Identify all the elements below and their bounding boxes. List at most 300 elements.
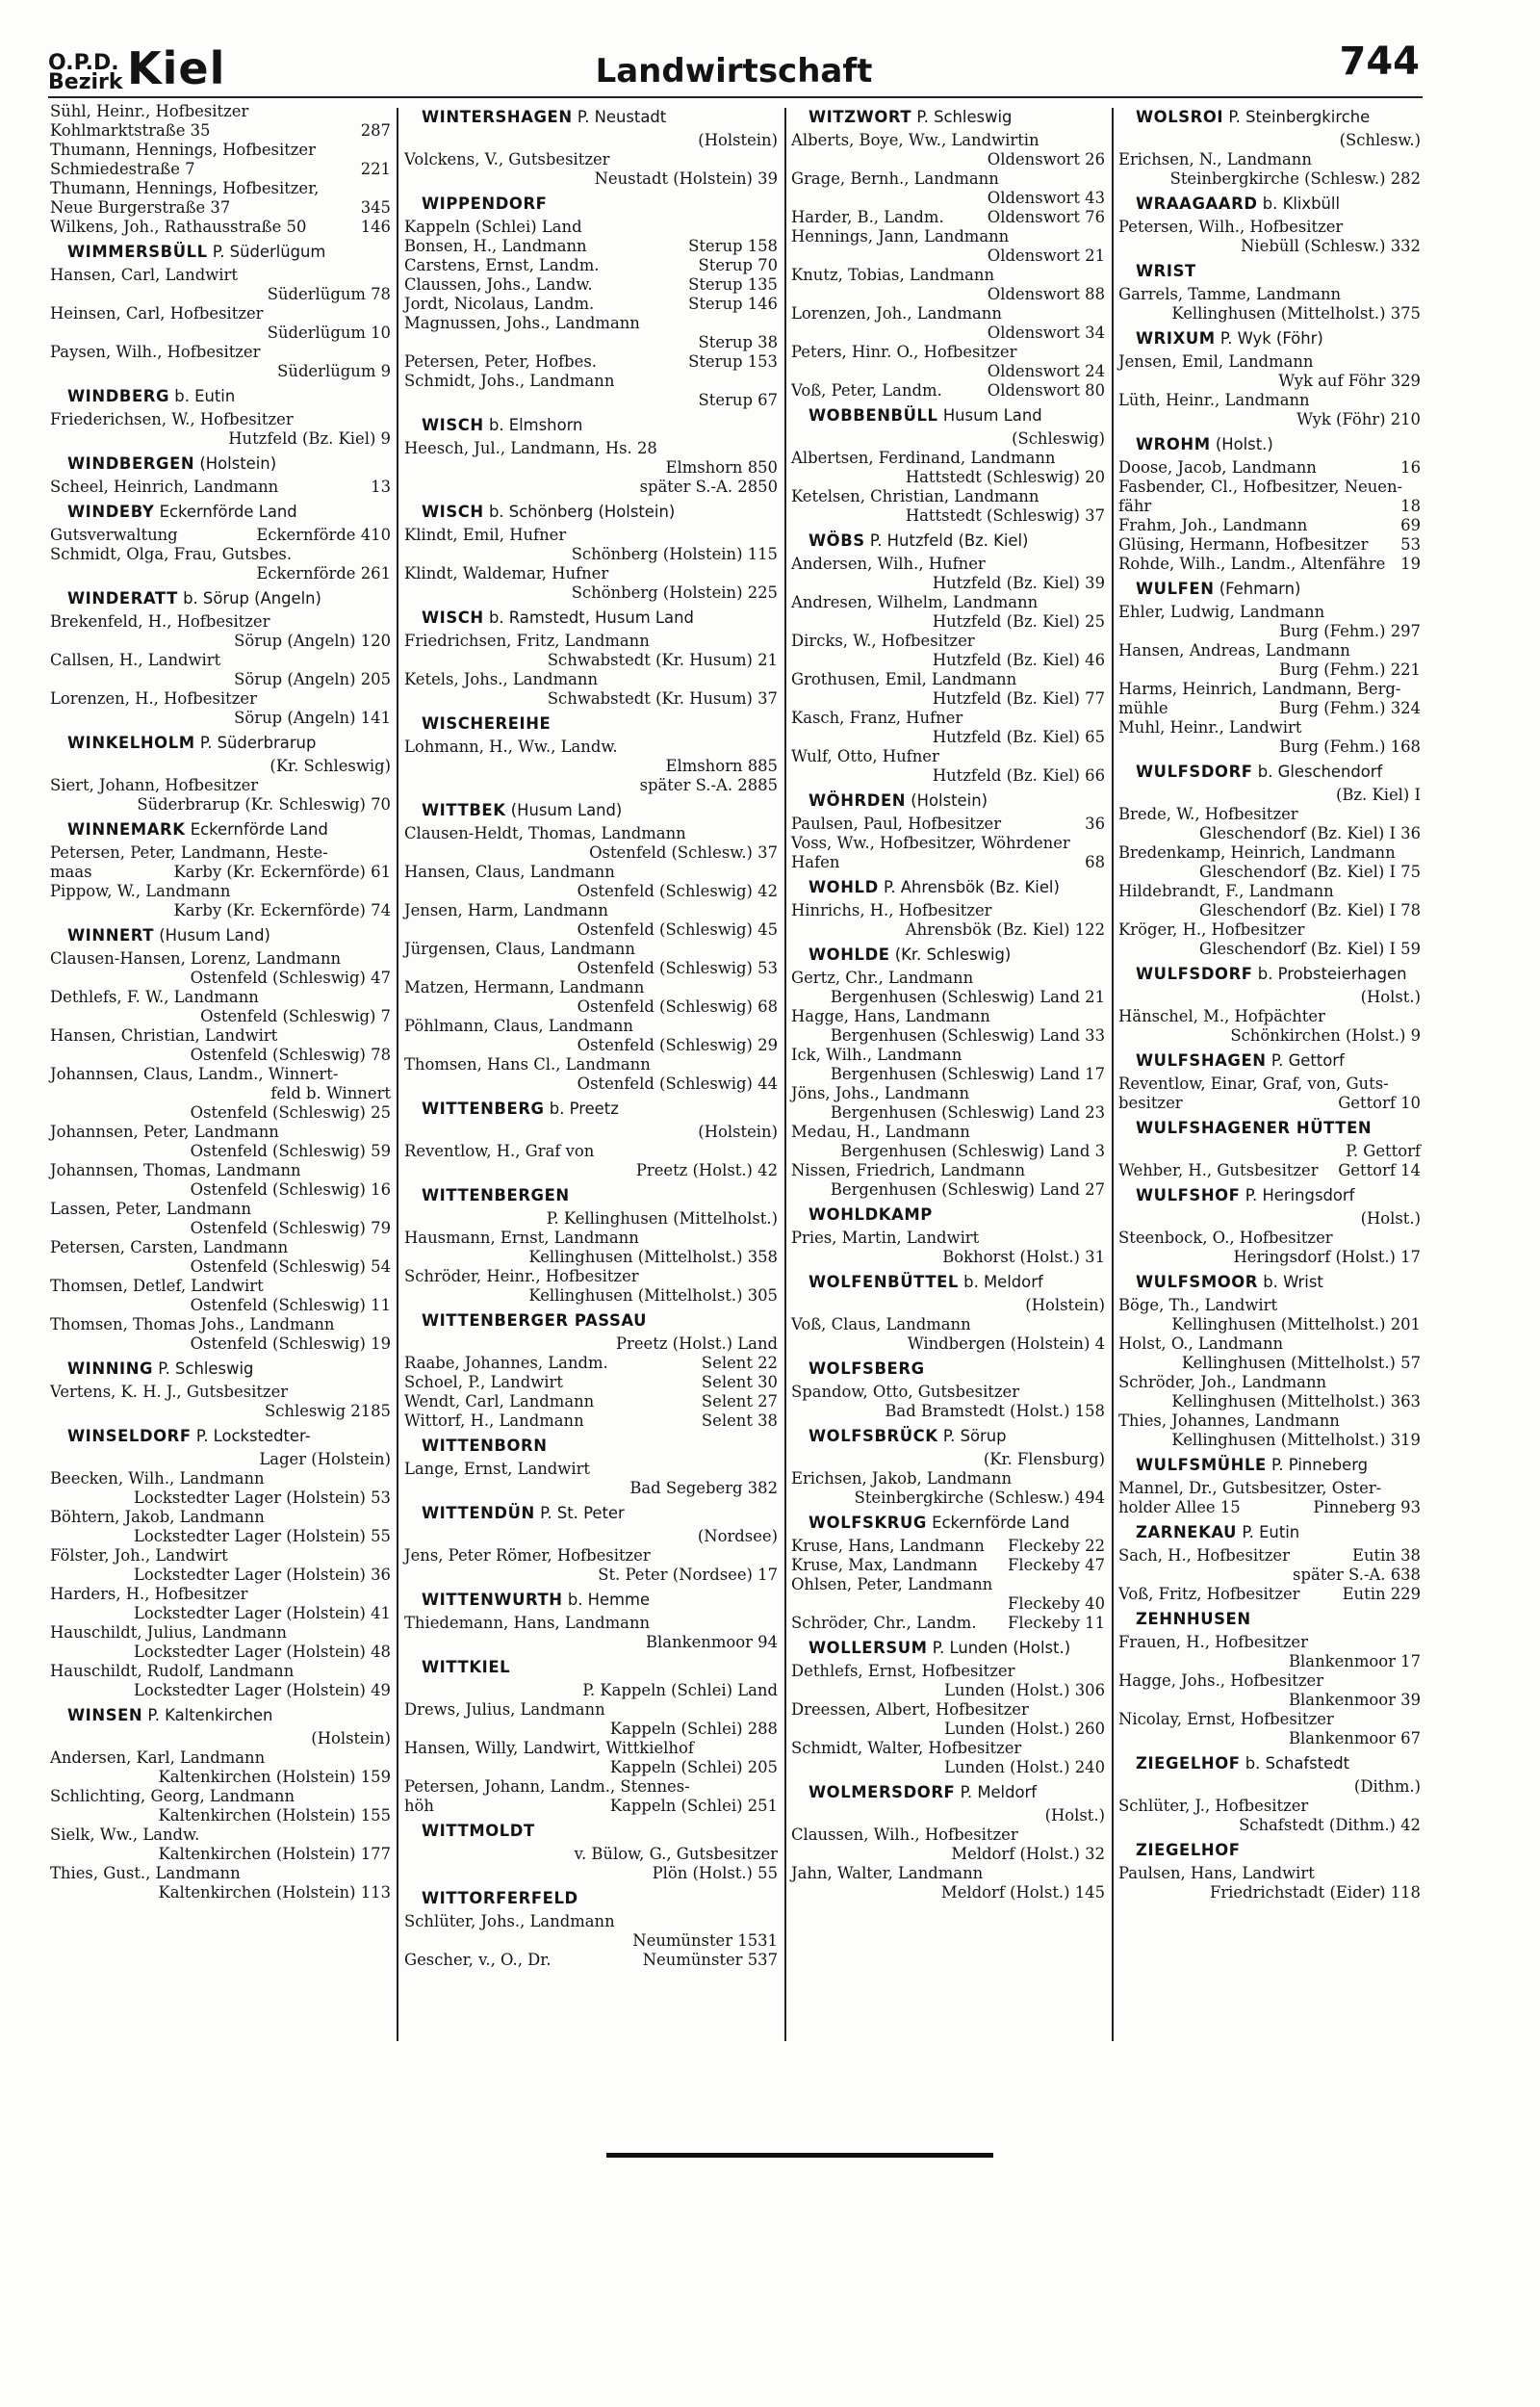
entry-line: Hansen, Christian, Landwirt xyxy=(50,1026,278,1045)
entry-line: Hänschel, M., Hofpächter xyxy=(1118,1007,1325,1025)
entry-number: 36 xyxy=(1085,815,1105,833)
place-subtitle-cont: P. Gettorf xyxy=(1346,1142,1421,1160)
entry-line: Wulf, Otto, Hufner xyxy=(791,747,939,765)
place-subtitle: b. Hemme xyxy=(562,1591,651,1609)
place-heading xyxy=(50,454,391,474)
entry-line: Sühl, Heinr., Hofbesitzer xyxy=(50,102,249,120)
place-section xyxy=(791,1783,1105,1902)
entry-line: Heesch, Jul., Landmann, Hs. 28 xyxy=(404,439,657,457)
entry-text: Doose, Jacob, Landmann xyxy=(1118,458,1317,477)
place-subtitle: P. Süderlügum xyxy=(207,243,326,261)
entry-line xyxy=(404,1392,778,1411)
entry-line: Voß, Claus, Landmann xyxy=(791,1315,971,1333)
entry-line: Hansen, Willy, Landwirt, Wittkielhof xyxy=(404,1739,694,1757)
place-heading xyxy=(1118,329,1421,349)
place-heading xyxy=(791,1359,1105,1379)
entry-line: Hagge, Johs., Hofbesitzer xyxy=(1118,1671,1324,1690)
entry-text: höh xyxy=(404,1797,434,1815)
entry-line: Petersen, Johann, Landm., Stennes- xyxy=(404,1777,690,1796)
entry-line: Hauschildt, Julius, Landmann xyxy=(50,1623,287,1642)
place-subtitle: b. Wrist xyxy=(1258,1273,1323,1291)
place-section xyxy=(1118,1523,1421,1604)
entry-line: Erichsen, N., Landmann xyxy=(1118,150,1312,168)
place-name: WOLFENBÜTTEL xyxy=(808,1273,959,1291)
entry-number: Karby (Kr. Eckernförde) 61 xyxy=(173,863,391,881)
entry-line: Peters, Hinr. O., Hofbesitzer xyxy=(791,343,1017,361)
place-section xyxy=(1118,965,1421,1046)
place-name: WOLFSBERG xyxy=(808,1359,925,1378)
entry-text: Gescher, v., O., Dr. xyxy=(404,1951,552,1969)
place-subtitle-cont: P. Kellinghusen (Mittelholst.) xyxy=(546,1209,778,1228)
place-subtitle: P. Schleswig xyxy=(911,108,1013,126)
district-name: Kiel xyxy=(127,42,226,94)
entry-text: Paulsen, Paul, Hofbesitzer xyxy=(791,815,1002,833)
place-subtitle: P. Neustadt xyxy=(572,108,667,126)
column-divider xyxy=(784,108,786,2041)
entry-line: Lockstedter Lager (Holstein) 36 xyxy=(133,1566,391,1584)
column-2 xyxy=(404,102,778,1970)
place-heading xyxy=(404,194,778,214)
entry-line: Süderbrarup (Kr. Schleswig) 70 xyxy=(137,795,391,814)
entry-text: Kruse, Max, Landmann xyxy=(791,1556,978,1574)
entry-line: Gleschendorf (Bz. Kiel) I 78 xyxy=(1199,901,1421,919)
place-subtitle-cont: (Holstein) xyxy=(698,131,778,149)
place-section xyxy=(1118,435,1421,574)
entry-line: Kaltenkirchen (Holstein) 159 xyxy=(158,1768,391,1786)
entry-line: Voss, Ww., Hofbesitzer, Wöhrdener xyxy=(791,834,1070,852)
entry-text: Frahm, Joh., Landmann xyxy=(1118,516,1308,534)
place-heading xyxy=(791,108,1105,127)
entry-line: Paysen, Wilh., Hofbesitzer xyxy=(50,343,261,361)
place-section xyxy=(791,531,1105,786)
entry-line: Petersen, Carsten, Landmann xyxy=(50,1238,289,1256)
entry-line: Thomsen, Hans Cl., Landmann xyxy=(404,1055,651,1074)
entry-line: Holst, O., Landmann xyxy=(1118,1334,1284,1353)
entry-line: Dethlefs, Ernst, Hofbesitzer xyxy=(791,1662,1015,1680)
place-name: WISCH xyxy=(422,416,484,434)
place-section xyxy=(404,108,778,189)
entry-line: Hutzfeld (Bz. Kiel) 39 xyxy=(932,574,1105,592)
entry-text: Jordt, Nicolaus, Landm. xyxy=(404,295,595,313)
entry-line: Friedrichsen, Fritz, Landmann xyxy=(404,632,650,650)
place-heading xyxy=(791,531,1105,551)
entry-number: Selent 27 xyxy=(701,1392,778,1411)
entry-line: Schmidt, Olga, Frau, Gutsbes. xyxy=(50,545,293,563)
place-name: WINDERATT xyxy=(67,589,178,608)
place-section xyxy=(791,1273,1105,1354)
place-heading xyxy=(1118,1841,1421,1860)
entry-line: Plön (Holst.) 55 xyxy=(652,1864,778,1882)
place-subtitle-cont: (Schlesw.) xyxy=(1339,131,1421,149)
entry-line: Bergenhusen (Schleswig) Land 21 xyxy=(830,988,1105,1006)
entry-number: Sterup 70 xyxy=(698,256,778,274)
place-heading xyxy=(1118,194,1421,214)
place-name: ZIEGELHOF xyxy=(1136,1754,1241,1773)
entry-line: Elmshorn 850 xyxy=(665,458,778,477)
place-section xyxy=(1118,1610,1421,1748)
place-name: WULFEN xyxy=(1136,580,1215,598)
place-section xyxy=(404,1436,778,1498)
place-section xyxy=(404,1186,778,1306)
place-subtitle-cont: (Holstein) xyxy=(311,1729,391,1747)
entry-line xyxy=(1118,497,1421,516)
entry-line: Jens, Peter Römer, Hofbesitzer xyxy=(404,1546,651,1565)
entry-text: Gutsverwaltung xyxy=(50,526,178,544)
entry-line: Ostenfeld (Schleswig) 11 xyxy=(190,1296,391,1314)
place-heading xyxy=(50,387,391,406)
place-subtitle: (Holst.) xyxy=(1210,435,1273,453)
entry-line: Volckens, V., Gutsbesitzer xyxy=(404,150,610,168)
entry-number: Kappeln (Schlei) 251 xyxy=(609,1797,778,1815)
entry-line: Bergenhusen (Schleswig) Land 27 xyxy=(830,1180,1105,1199)
place-heading xyxy=(50,820,391,840)
column-3 xyxy=(791,102,1105,1902)
entry-line: Lunden (Holst.) 240 xyxy=(944,1758,1105,1776)
entry-line: Kellinghusen (Mittelholst.) 375 xyxy=(1171,304,1421,323)
entry-line: Lockstedter Lager (Holstein) 48 xyxy=(133,1643,391,1661)
place-subtitle-cont: (Bz. Kiel) I xyxy=(1335,786,1421,804)
entry-line: Ostenfeld (Schleswig) 47 xyxy=(190,969,391,987)
entry-line: Erichsen, Jakob, Landmann xyxy=(791,1469,1013,1488)
entry-line: Ostenfeld (Schleswig) 78 xyxy=(190,1046,391,1064)
place-heading xyxy=(404,416,778,435)
place-heading xyxy=(1118,1051,1421,1071)
entry-line: Lockstedter Lager (Holstein) 49 xyxy=(133,1681,391,1699)
entry-line: Ostenfeld (Schleswig) 45 xyxy=(577,920,778,939)
place-name: WRAAGAARD xyxy=(1136,194,1258,213)
place-heading xyxy=(791,1783,1105,1802)
entry-line: Kellinghusen (Mittelholst.) 363 xyxy=(1171,1392,1421,1411)
entry-line: Jensen, Harm, Landmann xyxy=(404,901,608,919)
place-subtitle: P. Sörup xyxy=(937,1427,1007,1445)
entry-line: Claussen, Wilh., Hofbesitzer xyxy=(791,1825,1018,1844)
place-subtitle: b. Preetz xyxy=(544,1100,619,1118)
entry-line: Lange, Ernst, Landwirt xyxy=(404,1460,590,1478)
entry-line: Süderlügum 78 xyxy=(267,285,391,303)
entry-line: Schönkirchen (Holst.) 9 xyxy=(1230,1026,1421,1045)
entry-number: 69 xyxy=(1400,516,1421,534)
entry-line: Bergenhusen (Schleswig) Land 3 xyxy=(840,1142,1105,1160)
place-name: WULFSHAGENER HÜTTEN xyxy=(1136,1119,1373,1137)
entry-line xyxy=(791,208,1105,227)
entry-line: Kellinghusen (Mittelholst.) 57 xyxy=(1181,1354,1421,1372)
entry-line: Paulsen, Hans, Landwirt xyxy=(1118,1864,1315,1882)
place-heading xyxy=(1118,1273,1421,1292)
entry-line xyxy=(404,237,778,256)
entry-line: Schröder, Heinr., Hofbesitzer xyxy=(404,1267,639,1285)
place-subtitle: b. Schafstedt xyxy=(1240,1754,1350,1773)
entry-line xyxy=(1118,1585,1421,1604)
entry-line: Hennings, Jann, Landmann xyxy=(791,227,1010,246)
place-name: WITZWORT xyxy=(808,108,912,126)
entry-line: Brekenfeld, H., Hofbesitzer xyxy=(50,612,270,631)
entry-line: Blankenmoor 39 xyxy=(1289,1691,1421,1709)
entry-line xyxy=(404,256,778,275)
page-number: 744 xyxy=(1339,39,1420,84)
entry-line: Ketelsen, Christian, Landmann xyxy=(791,487,1040,505)
entry-line: Eckernförde 261 xyxy=(256,564,391,582)
place-subtitle: b. Probsteierhagen xyxy=(1252,965,1407,983)
place-name: WITTENDÜN xyxy=(422,1504,535,1522)
entry-line xyxy=(1118,458,1421,478)
entry-line: Harders, H., Hofbesitzer xyxy=(50,1585,248,1603)
entry-line: Lockstedter Lager (Holstein) 41 xyxy=(133,1604,391,1622)
place-name: WULFSMÜHLE xyxy=(1136,1456,1267,1474)
place-heading xyxy=(1118,262,1421,281)
entry-line xyxy=(791,815,1105,834)
entry-line: Sörup (Angeln) 205 xyxy=(234,670,391,688)
place-subtitle: (Holstein) xyxy=(906,791,988,810)
place-subtitle: P. Steinbergkirche xyxy=(1223,108,1371,126)
place-section xyxy=(791,108,1105,401)
place-subtitle: P. Hutzfeld (Bz. Kiel) xyxy=(864,531,1029,550)
place-section xyxy=(50,387,391,449)
place-name: WINTERSHAGEN xyxy=(422,108,573,126)
place-subtitle: b. Elmshorn xyxy=(483,416,583,434)
entry-number: 18 xyxy=(1400,497,1421,515)
entry-line: Gleschendorf (Bz. Kiel) I 59 xyxy=(1199,940,1421,958)
entry-line: Thomsen, Detlef, Landwirt xyxy=(50,1277,264,1295)
place-heading xyxy=(404,1591,778,1610)
place-section xyxy=(50,589,391,728)
entry-line: Bad Segeberg 382 xyxy=(629,1479,778,1497)
header-rule xyxy=(48,96,1423,98)
entry-number: Eutin 229 xyxy=(1342,1585,1421,1603)
place-subtitle: P. Pinneberg xyxy=(1266,1456,1369,1474)
place-section xyxy=(404,503,778,603)
place-section xyxy=(404,1591,778,1652)
place-heading xyxy=(791,1205,1105,1225)
entry-line: Ostenfeld (Schleswig) 54 xyxy=(190,1257,391,1276)
entry-text: Glüsing, Hermann, Hofbesitzer xyxy=(1118,535,1369,554)
entry-line: Süderlügum 10 xyxy=(267,324,391,342)
entry-line: Ostenfeld (Schlesw.) 37 xyxy=(589,843,778,862)
entry-line: Johannsen, Peter, Landmann xyxy=(50,1123,279,1141)
entry-line xyxy=(791,853,1105,872)
entry-number: Eckernförde 410 xyxy=(256,526,391,544)
entry-line xyxy=(404,295,778,314)
entry-line: Andresen, Wilhelm, Landmann xyxy=(791,593,1039,611)
entry-line: Thumann, Hennings, Hofbesitzer, xyxy=(50,179,320,197)
entry-line: Hutzfeld (Bz. Kiel) 46 xyxy=(932,651,1105,669)
entry-line: Albertsen, Ferdinand, Landmann xyxy=(791,449,1056,467)
entry-number: 13 xyxy=(371,478,391,496)
entry-line: Schmidt, Johs., Landmann xyxy=(404,372,615,390)
entry-line: Steinbergkirche (Schlesw.) 494 xyxy=(854,1488,1105,1507)
entry-number: Fleckeby 47 xyxy=(1008,1556,1105,1574)
place-name: ZIEGELHOF xyxy=(1136,1841,1241,1859)
entry-number: Oldenswort 80 xyxy=(987,381,1105,400)
place-subtitle: b. Klixbüll xyxy=(1257,194,1341,213)
place-subtitle-cont: P. Kappeln (Schlei) Land xyxy=(582,1681,778,1699)
place-heading xyxy=(1118,435,1421,454)
place-section xyxy=(1118,1841,1421,1902)
entry-line xyxy=(1118,535,1421,555)
place-name: WIMMERSBÜLL xyxy=(67,243,208,261)
entry-line: Thies, Johannes, Landmann xyxy=(1118,1411,1340,1430)
entry-line: Kasch, Franz, Hufner xyxy=(791,709,963,727)
place-name: WITTMOLDT xyxy=(422,1822,535,1840)
entry-line: Schleswig 2185 xyxy=(264,1402,391,1420)
entry-line: Ehler, Ludwig, Landmann xyxy=(1118,603,1325,621)
place-name: WINKELHOLM xyxy=(67,734,195,752)
place-section xyxy=(791,1359,1105,1421)
place-name: WINSEN xyxy=(67,1706,143,1724)
entry-line: Knutz, Tobias, Landmann xyxy=(791,266,994,284)
entry-number: Pinneberg 93 xyxy=(1313,1498,1421,1516)
column-divider xyxy=(397,108,398,2041)
entry-text: Rohde, Wilh., Landm., Altenfähre xyxy=(1118,555,1386,573)
entry-text: Bonsen, H., Landmann xyxy=(404,237,587,255)
entry-text: Schröder, Chr., Landm. xyxy=(791,1614,977,1632)
place-name: WISCH xyxy=(422,608,484,627)
place-heading xyxy=(791,945,1105,965)
place-subtitle-cont: (Holstein) xyxy=(698,1123,778,1141)
place-section xyxy=(791,1639,1105,1777)
entry-line: Ostenfeld (Schleswig) 59 xyxy=(190,1142,391,1160)
place-heading xyxy=(404,801,778,820)
place-subtitle: (Husum Land) xyxy=(154,926,270,945)
place-name: WOHLDE xyxy=(808,945,890,964)
entry-line: Ostenfeld (Schleswig) 42 xyxy=(577,882,778,900)
entry-number: Gettorf 10 xyxy=(1338,1094,1421,1112)
entry-line: Fasbender, Cl., Hofbesitzer, Neuen- xyxy=(1118,478,1403,496)
entry-line: Muhl, Heinr., Landwirt xyxy=(1118,718,1302,737)
place-name: WULFSDORF xyxy=(1136,763,1253,781)
place-section xyxy=(50,926,391,1354)
entry-line: Hansen, Claus, Landmann xyxy=(404,863,615,881)
entry-line: Spandow, Otto, Gutsbesitzer xyxy=(791,1383,1020,1401)
place-section xyxy=(404,416,778,497)
entry-line xyxy=(1118,1498,1421,1517)
place-subtitle-cont: (Nordsee) xyxy=(697,1527,778,1545)
entry-text: maas xyxy=(50,863,92,881)
entry-line: Sterup 38 xyxy=(698,333,778,351)
place-name: WOLFSKRUG xyxy=(808,1514,927,1532)
place-subtitle: b. Gleschendorf xyxy=(1252,763,1383,781)
place-name: WITTENBORN xyxy=(422,1436,548,1455)
entry-line: Hausmann, Ernst, Landmann xyxy=(404,1229,639,1247)
entry-line: Johannsen, Claus, Landm., Winnert- xyxy=(50,1065,339,1083)
place-heading xyxy=(791,1514,1105,1533)
place-name: WOLLERSUM xyxy=(808,1639,928,1657)
entry-line: Petersen, Wilh., Hofbesitzer xyxy=(1118,218,1344,236)
entry-number: Sterup 153 xyxy=(688,352,778,371)
place-section xyxy=(50,503,391,583)
entry-line: Süderlügum 9 xyxy=(277,362,391,380)
entry-line xyxy=(1118,1094,1421,1113)
entry-text: Wehber, H., Gutsbesitzer xyxy=(1118,1161,1319,1179)
place-section xyxy=(50,454,391,497)
entry-line xyxy=(50,478,391,497)
entry-line: Nissen, Friedrich, Landmann xyxy=(791,1161,1026,1179)
entry-number: 221 xyxy=(360,160,391,178)
entry-line: Hutzfeld (Bz. Kiel) 9 xyxy=(228,429,391,448)
entry-line: Wyk (Föhr) 210 xyxy=(1296,410,1421,428)
entry-line: Lorenzen, H., Hofbesitzer xyxy=(50,689,257,708)
entry-line: Windbergen (Holstein) 4 xyxy=(907,1334,1105,1353)
entry-line: Lüth, Heinr., Landmann xyxy=(1118,391,1310,409)
entry-line: Schwabstedt (Kr. Husum) 37 xyxy=(547,689,778,708)
place-heading xyxy=(404,1822,778,1841)
entry-line: Kaltenkirchen (Holstein) 113 xyxy=(158,1883,391,1902)
entry-line: Lohmann, H., Ww., Landw. xyxy=(404,738,618,756)
entry-line: Kappeln (Schlei) 288 xyxy=(609,1720,778,1738)
entry-line: Karby (Kr. Eckernförde) 74 xyxy=(173,901,391,919)
entry-line: Preetz (Holst.) 42 xyxy=(635,1161,778,1179)
entry-number: 146 xyxy=(360,218,391,236)
place-name: WINNEMARK xyxy=(67,820,186,839)
place-subtitle-cont: (Holst.) xyxy=(1360,1209,1421,1228)
entry-line xyxy=(50,198,391,218)
entry-line: Ostenfeld (Schleswig) 53 xyxy=(577,959,778,977)
entry-number: Burg (Fehm.) 324 xyxy=(1279,699,1421,717)
place-section xyxy=(791,945,1105,1200)
entry-line xyxy=(791,1614,1105,1633)
place-name: WINSELDORF xyxy=(67,1427,192,1445)
entry-line: Grage, Bernh., Landmann xyxy=(791,169,999,188)
entry-line: Sörup (Angeln) 141 xyxy=(234,709,391,727)
place-name: WITTBEK xyxy=(422,801,506,819)
place-heading xyxy=(404,1100,778,1119)
entry-number: 16 xyxy=(1400,458,1421,477)
place-heading xyxy=(404,1889,778,1908)
entry-line: Pöhlmann, Claus, Landmann xyxy=(404,1017,633,1035)
entry-text: Harder, B., Landm. xyxy=(791,208,944,226)
entry-text: Wendt, Carl, Landmann xyxy=(404,1392,595,1411)
entry-line: Blankenmoor 17 xyxy=(1289,1652,1421,1670)
entry-line: Matzen, Hermann, Landmann xyxy=(404,978,645,996)
entry-text: Schmiedestraße 7 xyxy=(50,160,195,178)
place-heading xyxy=(791,1639,1105,1658)
entry-line: Thies, Gust., Landmann xyxy=(50,1864,241,1882)
entry-line xyxy=(404,275,778,295)
entry-line: Sörup (Angeln) 120 xyxy=(234,632,391,650)
place-heading xyxy=(404,108,778,127)
entry-number: 68 xyxy=(1085,853,1105,871)
entry-line xyxy=(1118,555,1421,574)
entry-text: Petersen, Peter, Hofbes. xyxy=(404,352,597,371)
place-subtitle-cont: (Dithm.) xyxy=(1353,1777,1421,1796)
entry-number: Eutin 38 xyxy=(1352,1546,1421,1565)
entry-line: Kellinghusen (Mittelholst.) 201 xyxy=(1171,1315,1421,1333)
place-section xyxy=(50,1359,391,1421)
entry-line: Medau, H., Landmann xyxy=(791,1123,970,1141)
entry-number: Neumünster 537 xyxy=(642,1951,778,1969)
place-subtitle: P. Kaltenkirchen xyxy=(142,1706,273,1724)
opd-text: O.P.D. xyxy=(48,51,119,75)
entry-line: Grothusen, Emil, Landmann xyxy=(791,670,1017,688)
place-name: WROHM xyxy=(1136,435,1211,453)
entry-number: Sterup 146 xyxy=(688,295,778,313)
place-section xyxy=(50,243,391,381)
place-name: ZEHNHUSEN xyxy=(1136,1610,1251,1628)
place-section xyxy=(791,791,1105,872)
entry-number: Sterup 135 xyxy=(688,275,778,294)
place-subtitle: b. Schönberg (Holstein) xyxy=(483,503,676,521)
place-heading xyxy=(404,503,778,522)
entry-line: Johannsen, Thomas, Landmann xyxy=(50,1161,301,1179)
entry-line: Vertens, K. H. J., Gutsbesitzer xyxy=(50,1383,289,1401)
place-heading xyxy=(1118,108,1421,127)
place-name: WIPPENDORF xyxy=(422,194,548,213)
place-name: WÖBS xyxy=(808,531,865,550)
entry-line: Clausen-Hansen, Lorenz, Landmann xyxy=(50,949,342,968)
place-heading xyxy=(404,608,778,628)
place-subtitle-cont: (Holstein) xyxy=(1025,1296,1105,1314)
place-subtitle: (Fehmarn) xyxy=(1214,580,1301,598)
entry-line: Heinsen, Carl, Hofbesitzer xyxy=(50,304,264,323)
